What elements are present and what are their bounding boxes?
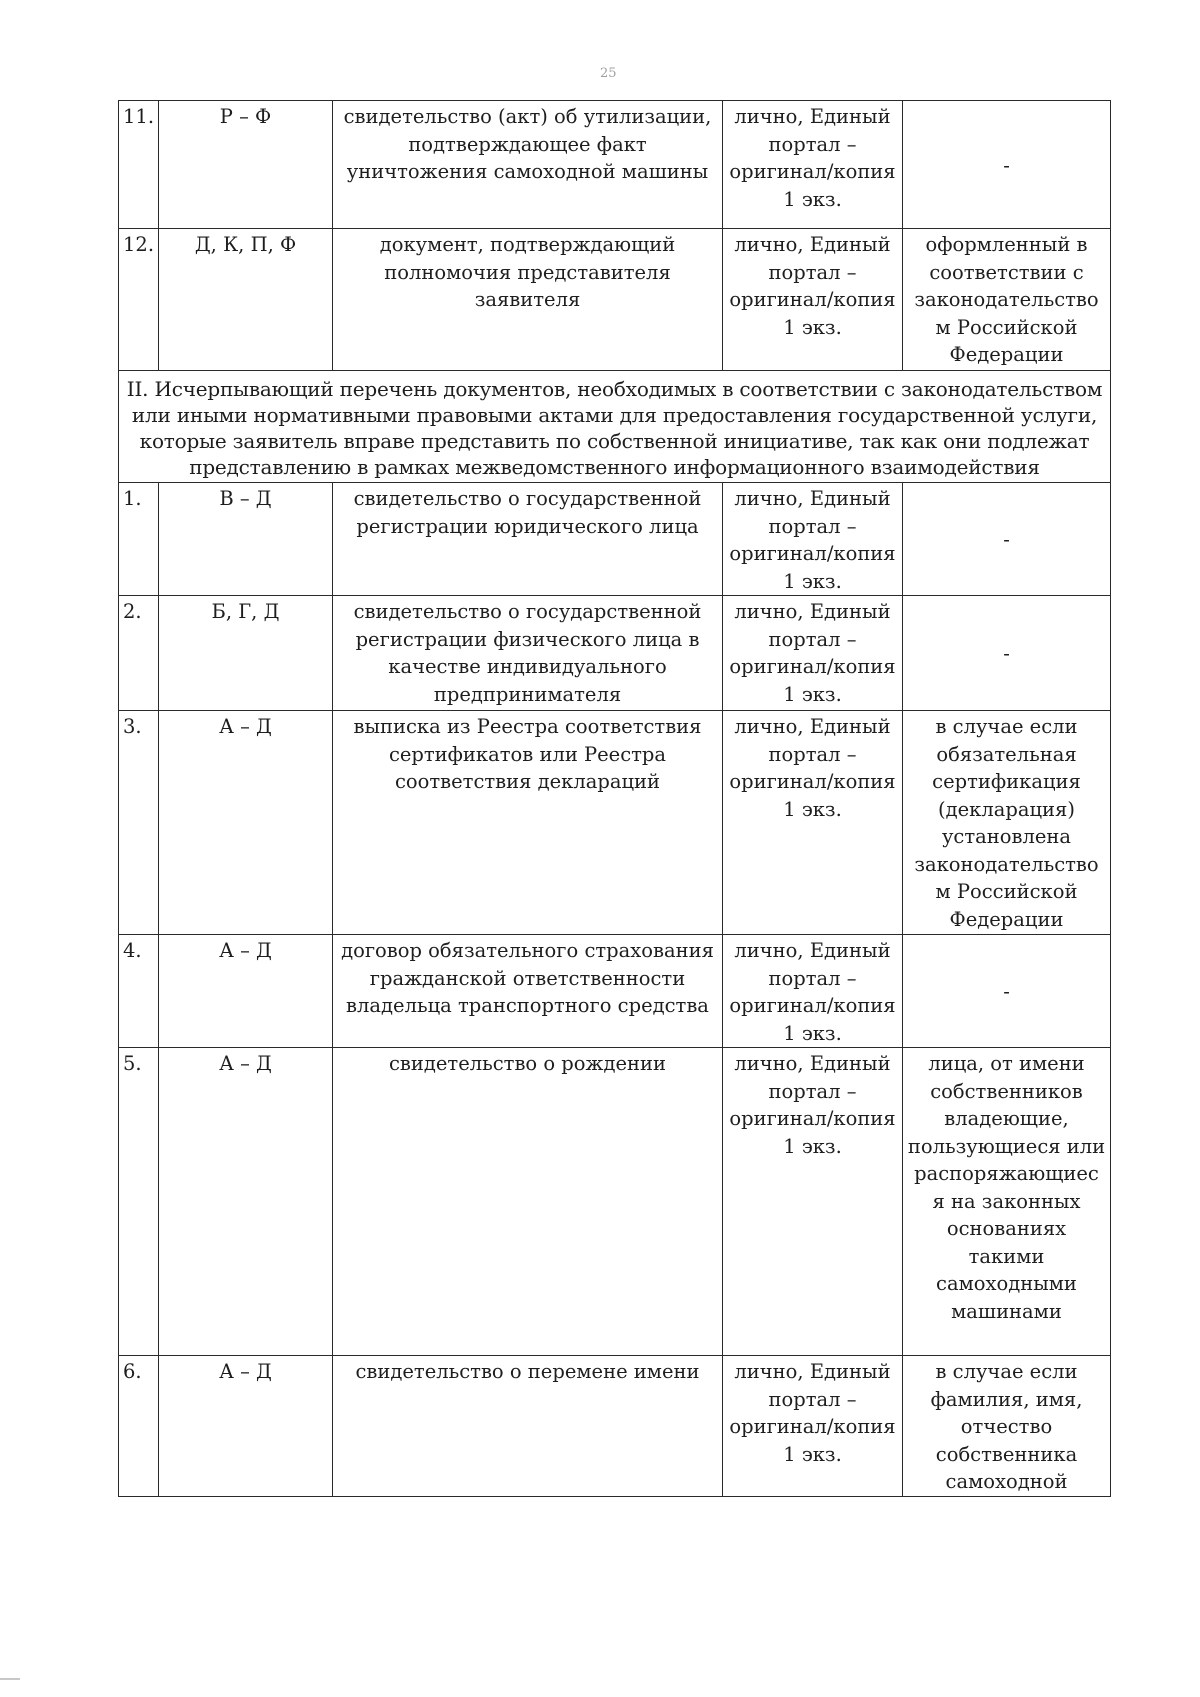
applicant-category: А – Д [159,1356,333,1497]
document-note: в случае если обязательная сертификация (декларация) установлена законодательство м Российской Федерации [903,711,1111,935]
document-note: - [903,101,1111,229]
submission-method: лично, Единый портал – оригинал/копия 1 экз. [723,101,903,229]
row-number: 3. [119,711,159,935]
document-name: документ, подтверждающий полномочия представителя заявителя [333,229,723,371]
applicant-category: Р – Ф [159,101,333,229]
table-row [119,596,1111,711]
section-header-row [119,371,1111,483]
document-name: свидетельство о перемене имени [333,1356,723,1497]
page-number: 25 [600,66,617,81]
row-number: 6. [119,1356,159,1497]
table-row [119,1048,1111,1356]
document-note: - [903,483,1111,596]
table-row [119,1356,1111,1497]
row-number: 4. [119,935,159,1048]
submission-method: лично, Единый портал – оригинал/копия 1 экз. [723,711,903,935]
table-row [119,711,1111,935]
row-number: 12. [119,229,159,371]
document-name: свидетельство (акт) об утилизации, подтверждающее факт уничтожения самоходной машины [333,101,723,229]
applicant-category: А – Д [159,711,333,935]
documents-table [118,100,1111,1497]
table-row [119,935,1111,1048]
table-row [119,483,1111,596]
applicant-category: А – Д [159,1048,333,1356]
applicant-category: А – Д [159,935,333,1048]
row-number: 1. [119,483,159,596]
submission-method: лично, Единый портал – оригинал/копия 1 экз. [723,935,903,1048]
submission-method: лично, Единый портал – оригинал/копия 1 экз. [723,1048,903,1356]
submission-method: лично, Единый портал – оригинал/копия 1 экз. [723,1356,903,1497]
row-number: 11. [119,101,159,229]
document-name: выписка из Реестра соответствия сертификатов или Реестра соответствия деклараций [333,711,723,935]
submission-method: лично, Единый портал – оригинал/копия 1 экз. [723,596,903,711]
document-name: свидетельство о государственной регистрации физического лица в качестве индивидуального предпринимателя [333,596,723,711]
row-number: 5. [119,1048,159,1356]
section-header: II. Исчерпывающий перечень документов, необходимых в соответствии с законодательством или иными нормативными правовыми актами для предоставления государственной услуги, которые заявитель вправе представить по собственной инициативе, так как они подлежат представлению в рамках межведомственного информационного взаимодействия [119,371,1111,483]
document-note: оформленный в соответствии с законодательство м Российской Федерации [903,229,1111,371]
submission-method: лично, Единый портал – оригинал/копия 1 экз. [723,229,903,371]
scan-edge-mark [0,1678,20,1680]
row-number: 2. [119,596,159,711]
table-row [119,229,1111,371]
submission-method: лично, Единый портал – оригинал/копия 1 экз. [723,483,903,596]
applicant-category: Б, Г, Д [159,596,333,711]
document-note: в случае если фамилия, имя, отчество собственника самоходной [903,1356,1111,1497]
document-name: договор обязательного страхования гражданской ответственности владельца транспортного средства [333,935,723,1048]
applicant-category: В – Д [159,483,333,596]
document-note: - [903,935,1111,1048]
table-row [119,101,1111,229]
applicant-category: Д, К, П, Ф [159,229,333,371]
document-name: свидетельство о рождении [333,1048,723,1356]
document-name: свидетельство о государственной регистрации юридического лица [333,483,723,596]
document-note: - [903,596,1111,711]
document-note: лица, от имени собственников владеющие, пользующиеся или распоряжающиес я на законных основаниях такими самоходными машинами [903,1048,1111,1356]
